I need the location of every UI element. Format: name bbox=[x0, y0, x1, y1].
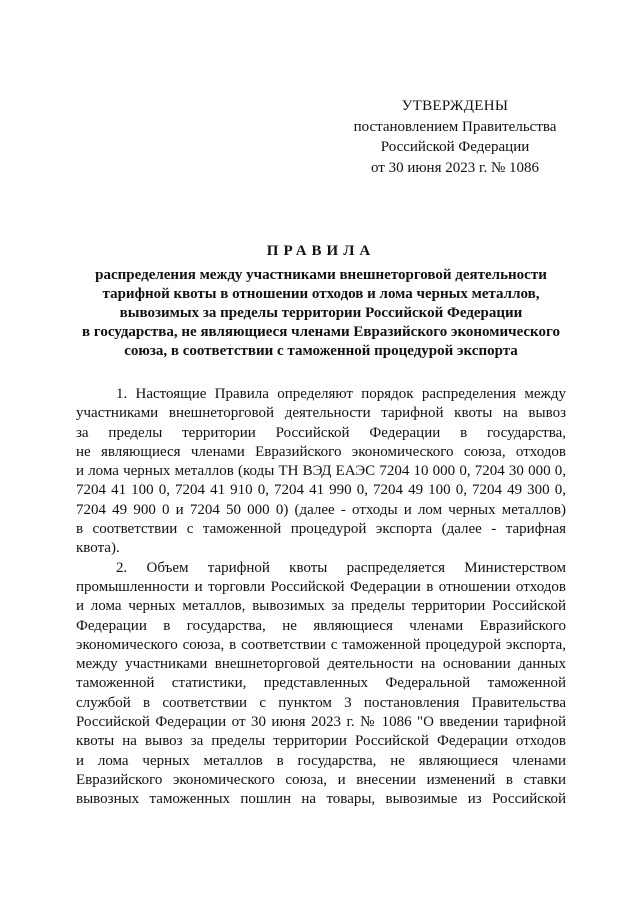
subtitle-line: распределения между участниками внешнеторговой деятельности bbox=[95, 267, 547, 283]
text-line: Российской Федерации от 30 июня 2023 г. № 1086 "О введении тарифной bbox=[76, 714, 566, 731]
text-line: вывозных таможенных пошлин на товары, вывозимые из Российской bbox=[76, 791, 566, 808]
text-line: службой в соответствии с пунктом 3 постановления Правительства bbox=[76, 694, 566, 711]
text-line: таможенной статистики, представленных Федеральной таможенной bbox=[76, 675, 566, 692]
approval-heading: УТВЕРЖДЕНЫ bbox=[401, 98, 509, 114]
text-line: 7204 41 100 0, 7204 41 910 0, 7204 41 990 0, 7204 49 100 0, 7204 49 300 0, bbox=[76, 482, 566, 499]
text-line: в соответствии с таможенной процедурой экспорта (далее - тарифная bbox=[76, 521, 566, 538]
approval-line: постановлением Правительства bbox=[353, 118, 557, 135]
paragraph-2 bbox=[76, 559, 566, 810]
text-line: и лома черных металлов (коды ТН ВЭД ЕАЭС 7204 10 000 0, 7204 30 000 0, bbox=[76, 463, 566, 480]
subtitle-line: вывозимых за пределы территории Российской Федерации bbox=[119, 305, 523, 321]
subtitle-line: тарифной квоты в отношении отходов и лома черных металлов, bbox=[102, 286, 540, 302]
approval-stamp bbox=[340, 96, 570, 178]
text-line: 7204 49 900 0 и 7204 50 000 0) (далее - отходы и лом черных металлов) bbox=[76, 501, 566, 518]
document-subtitle bbox=[76, 266, 566, 361]
text-line: 2. Объем тарифной квоты распределяется Министерством bbox=[116, 559, 566, 576]
text-line: 1. Настоящие Правила определяют порядок распределения между bbox=[116, 386, 566, 402]
text-line: и лома черных металлов в государства, не являющиеся членами bbox=[76, 752, 566, 769]
text-line: между участниками внешнеторговой деятельности на основании данных bbox=[76, 656, 566, 673]
text-line: Федерации в государства, не являющиеся членами Евразийского bbox=[76, 617, 566, 634]
document-title: ПРАВИЛА bbox=[266, 243, 376, 259]
text-line: и лома черных металлов, вывозимых за пределы территории Российской bbox=[76, 598, 566, 615]
text-line: участниками внешнеторговой деятельности тарифной квоты на вывоз bbox=[76, 405, 566, 422]
text-line: за пределы территории Российской Федерации в государства, bbox=[76, 424, 566, 441]
text-line: промышленности и торговли Российской Федерации в отношении отходов bbox=[76, 578, 566, 595]
paragraph-1 bbox=[76, 385, 566, 559]
text-line: квоты на вывоз за пределы территории Российской Федерации отходов bbox=[76, 733, 566, 750]
text-line: Евразийского экономического союза, и внесении изменений в ставки bbox=[76, 771, 566, 788]
subtitle-line: союза, в соответствии с таможенной процедурой экспорта bbox=[124, 343, 518, 359]
subtitle-line: в государства, не являющиеся членами Евразийского экономического bbox=[82, 324, 560, 340]
text-line: экономического союза, в соответствии с таможенной процедурой экспорта, bbox=[76, 636, 566, 653]
approval-line: от 30 июня 2023 г. № 1086 bbox=[370, 159, 540, 176]
document-body bbox=[76, 385, 566, 810]
text-line: квота). bbox=[76, 540, 120, 557]
text-line: не являющиеся членами Евразийского экономического союза, отходов bbox=[76, 443, 566, 460]
approval-line: Российской Федерации bbox=[380, 139, 530, 155]
